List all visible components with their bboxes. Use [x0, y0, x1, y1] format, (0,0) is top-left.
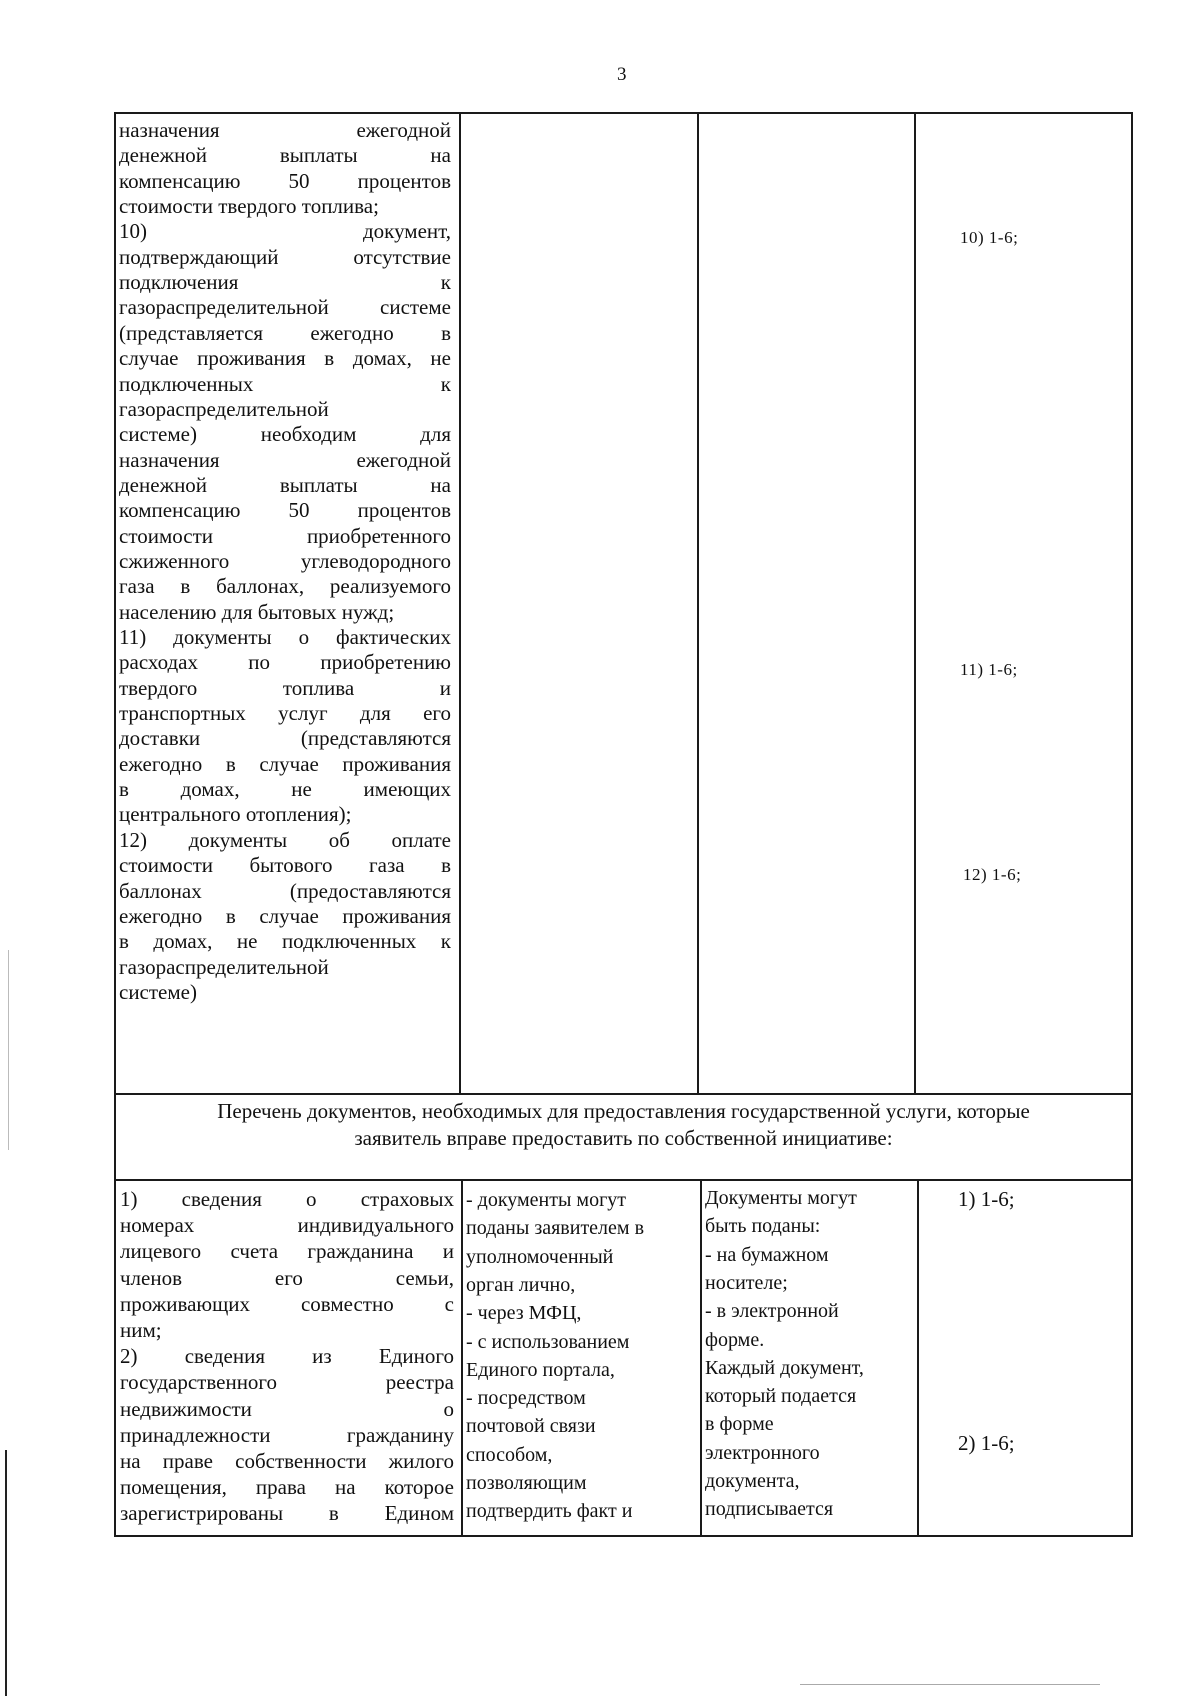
section3-method-line: способом,	[466, 1443, 553, 1466]
section3-form-line: в форме	[705, 1413, 774, 1436]
table-col-divider-3	[914, 112, 916, 1095]
section3-mark-2: 2) 1-6;	[958, 1431, 1015, 1455]
table-s3-col-divider-1	[461, 1179, 463, 1537]
section1-doc-line: расходах по приобретению	[119, 650, 451, 675]
table-s3-col-divider-3	[917, 1179, 919, 1537]
section1-doc-line: подключенных к	[119, 371, 451, 396]
section3-doc-line: государственного реестра	[120, 1370, 454, 1395]
section3-method-line: - посредством	[466, 1387, 586, 1410]
section2-heading-line-2: заявитель вправе предоставить по собственной инициативе:	[354, 1126, 893, 1150]
section3-form-line: Документы могут	[705, 1187, 857, 1209]
section3-doc-line: номерах индивидуального	[120, 1213, 454, 1238]
section1-doc-line: стоимости приобретенного	[119, 523, 451, 548]
table-col-divider-1	[459, 112, 461, 1095]
section1-doc-line: газа в баллонах, реализуемого	[119, 574, 451, 599]
section1-doc-line: 11) документы о фактических	[119, 625, 451, 649]
section1-doc-line: сжиженного углеводородного	[119, 548, 451, 573]
section3-doc-line: лицевого счета гражданина и	[120, 1239, 454, 1264]
section1-doc-line: (представляется ежегодно в	[119, 320, 451, 345]
section1-doc-line: газораспределительной системе	[119, 295, 451, 320]
section1-doc-line: стоимости бытового газа в	[119, 853, 451, 878]
section3-doc-line: 1) сведения о страховых	[120, 1187, 454, 1211]
section1-mark-11: 11) 1-6;	[960, 660, 1018, 679]
section3-form-line: который подается	[705, 1385, 857, 1408]
section3-form-line: - в электронной	[705, 1300, 839, 1323]
section3-form-line: подписывается	[705, 1498, 834, 1521]
section3-form-line: Каждый документ,	[705, 1356, 864, 1379]
section1-doc-line: случае проживания в домах, не	[119, 346, 451, 371]
section3-method-line: позволяющим	[466, 1472, 587, 1494]
section1-doc-line: подключения к	[119, 270, 451, 295]
section3-form-line: быть поданы:	[705, 1215, 821, 1238]
section3-doc-line: членов его семьи,	[120, 1265, 454, 1290]
table-col-divider-2	[697, 112, 699, 1095]
section3-form-line: документа,	[705, 1470, 800, 1492]
section3-doc-line: проживающих совместно с	[120, 1291, 454, 1316]
section3-form-line: форме.	[705, 1328, 765, 1351]
section1-doc-line: центрального отопления);	[119, 802, 352, 827]
section3-method-line: подтвердить факт и	[466, 1500, 633, 1523]
page-number: 3	[617, 64, 627, 85]
section1-doc-line: транспортных услуг для его	[119, 701, 451, 726]
section3-method-line: - документы могут	[466, 1189, 627, 1211]
section3-doc-line: принадлежности гражданину	[120, 1422, 454, 1447]
section1-doc-line: доставки (представляются	[119, 726, 451, 751]
section1-mark-12: 12) 1-6;	[963, 865, 1022, 884]
section3-mark-1: 1) 1-6;	[958, 1187, 1015, 1211]
scan-bottom-mark	[800, 1684, 1100, 1685]
section1-doc-line: системе)	[119, 979, 197, 1004]
section3-method-line: почтовой связи	[466, 1415, 596, 1438]
section3-form-line: носителе;	[705, 1271, 788, 1294]
section1-doc-line: газораспределительной	[119, 954, 329, 979]
section1-doc-line: населению для бытовых нужд;	[119, 599, 395, 624]
scan-margin-edge	[5, 1450, 7, 1696]
section1-doc-line: системе) необходим для	[119, 422, 451, 447]
section1-doc-line: баллонах (предоставляются	[119, 878, 451, 903]
section1-doc-line: денежной выплаты на	[119, 472, 451, 497]
section1-doc-line: назначения ежегодной	[119, 118, 451, 142]
section1-doc-line: компенсацию 50 процентов	[119, 498, 451, 523]
section1-mark-10: 10) 1-6;	[960, 228, 1019, 247]
section1-doc-line: компенсацию 50 процентов	[119, 168, 451, 193]
section1-doc-line: в домах, не подключенных к	[119, 929, 451, 954]
section2-heading-line-1: Перечень документов, необходимых для предоставления государственной услуги, которые	[217, 1099, 1030, 1123]
section1-doc-line: 10) документ,	[119, 219, 451, 244]
section3-method-line: орган лично,	[466, 1273, 576, 1296]
section3-doc-line: недвижимости о	[120, 1396, 454, 1421]
section1-doc-line: ежегодно в случае проживания	[119, 903, 451, 928]
section3-method-line: уполномоченный	[466, 1245, 614, 1268]
section3-method-line: Единого портала,	[466, 1358, 615, 1381]
section3-method-line: - с использованием	[466, 1330, 630, 1353]
section3-method-line: - через МФЦ,	[466, 1302, 582, 1325]
section1-doc-line: назначения ежегодной	[119, 447, 451, 472]
section3-doc-line: ним;	[120, 1318, 162, 1342]
section3-doc-line: помещения, права на которое	[120, 1475, 454, 1500]
table-s3-col-divider-2	[700, 1179, 702, 1537]
section1-doc-line: в домах, не имеющих	[119, 777, 451, 802]
scan-margin-mark	[8, 950, 9, 1150]
section3-form-line: электронного	[705, 1441, 820, 1464]
section1-doc-line: твердого топлива и	[119, 675, 451, 700]
section3-doc-line: 2) сведения из Единого	[120, 1344, 454, 1369]
section1-doc-line: подтверждающий отсутствие	[119, 244, 451, 269]
section3-form-line: - на бумажном	[705, 1243, 829, 1266]
section1-doc-line: 12) документы об оплате	[119, 827, 451, 852]
section1-doc-line: ежегодно в случае проживания	[119, 751, 451, 776]
section3-method-line: поданы заявителем в	[466, 1217, 645, 1240]
section1-doc-line: газораспределительной	[119, 396, 329, 421]
section1-doc-line: денежной выплаты на	[119, 143, 451, 168]
section3-doc-line: на праве собственности жилого	[120, 1449, 454, 1473]
section1-doc-line: стоимости твердого топлива;	[119, 194, 379, 219]
section3-doc-line: зарегистрированы в Едином	[120, 1501, 454, 1526]
